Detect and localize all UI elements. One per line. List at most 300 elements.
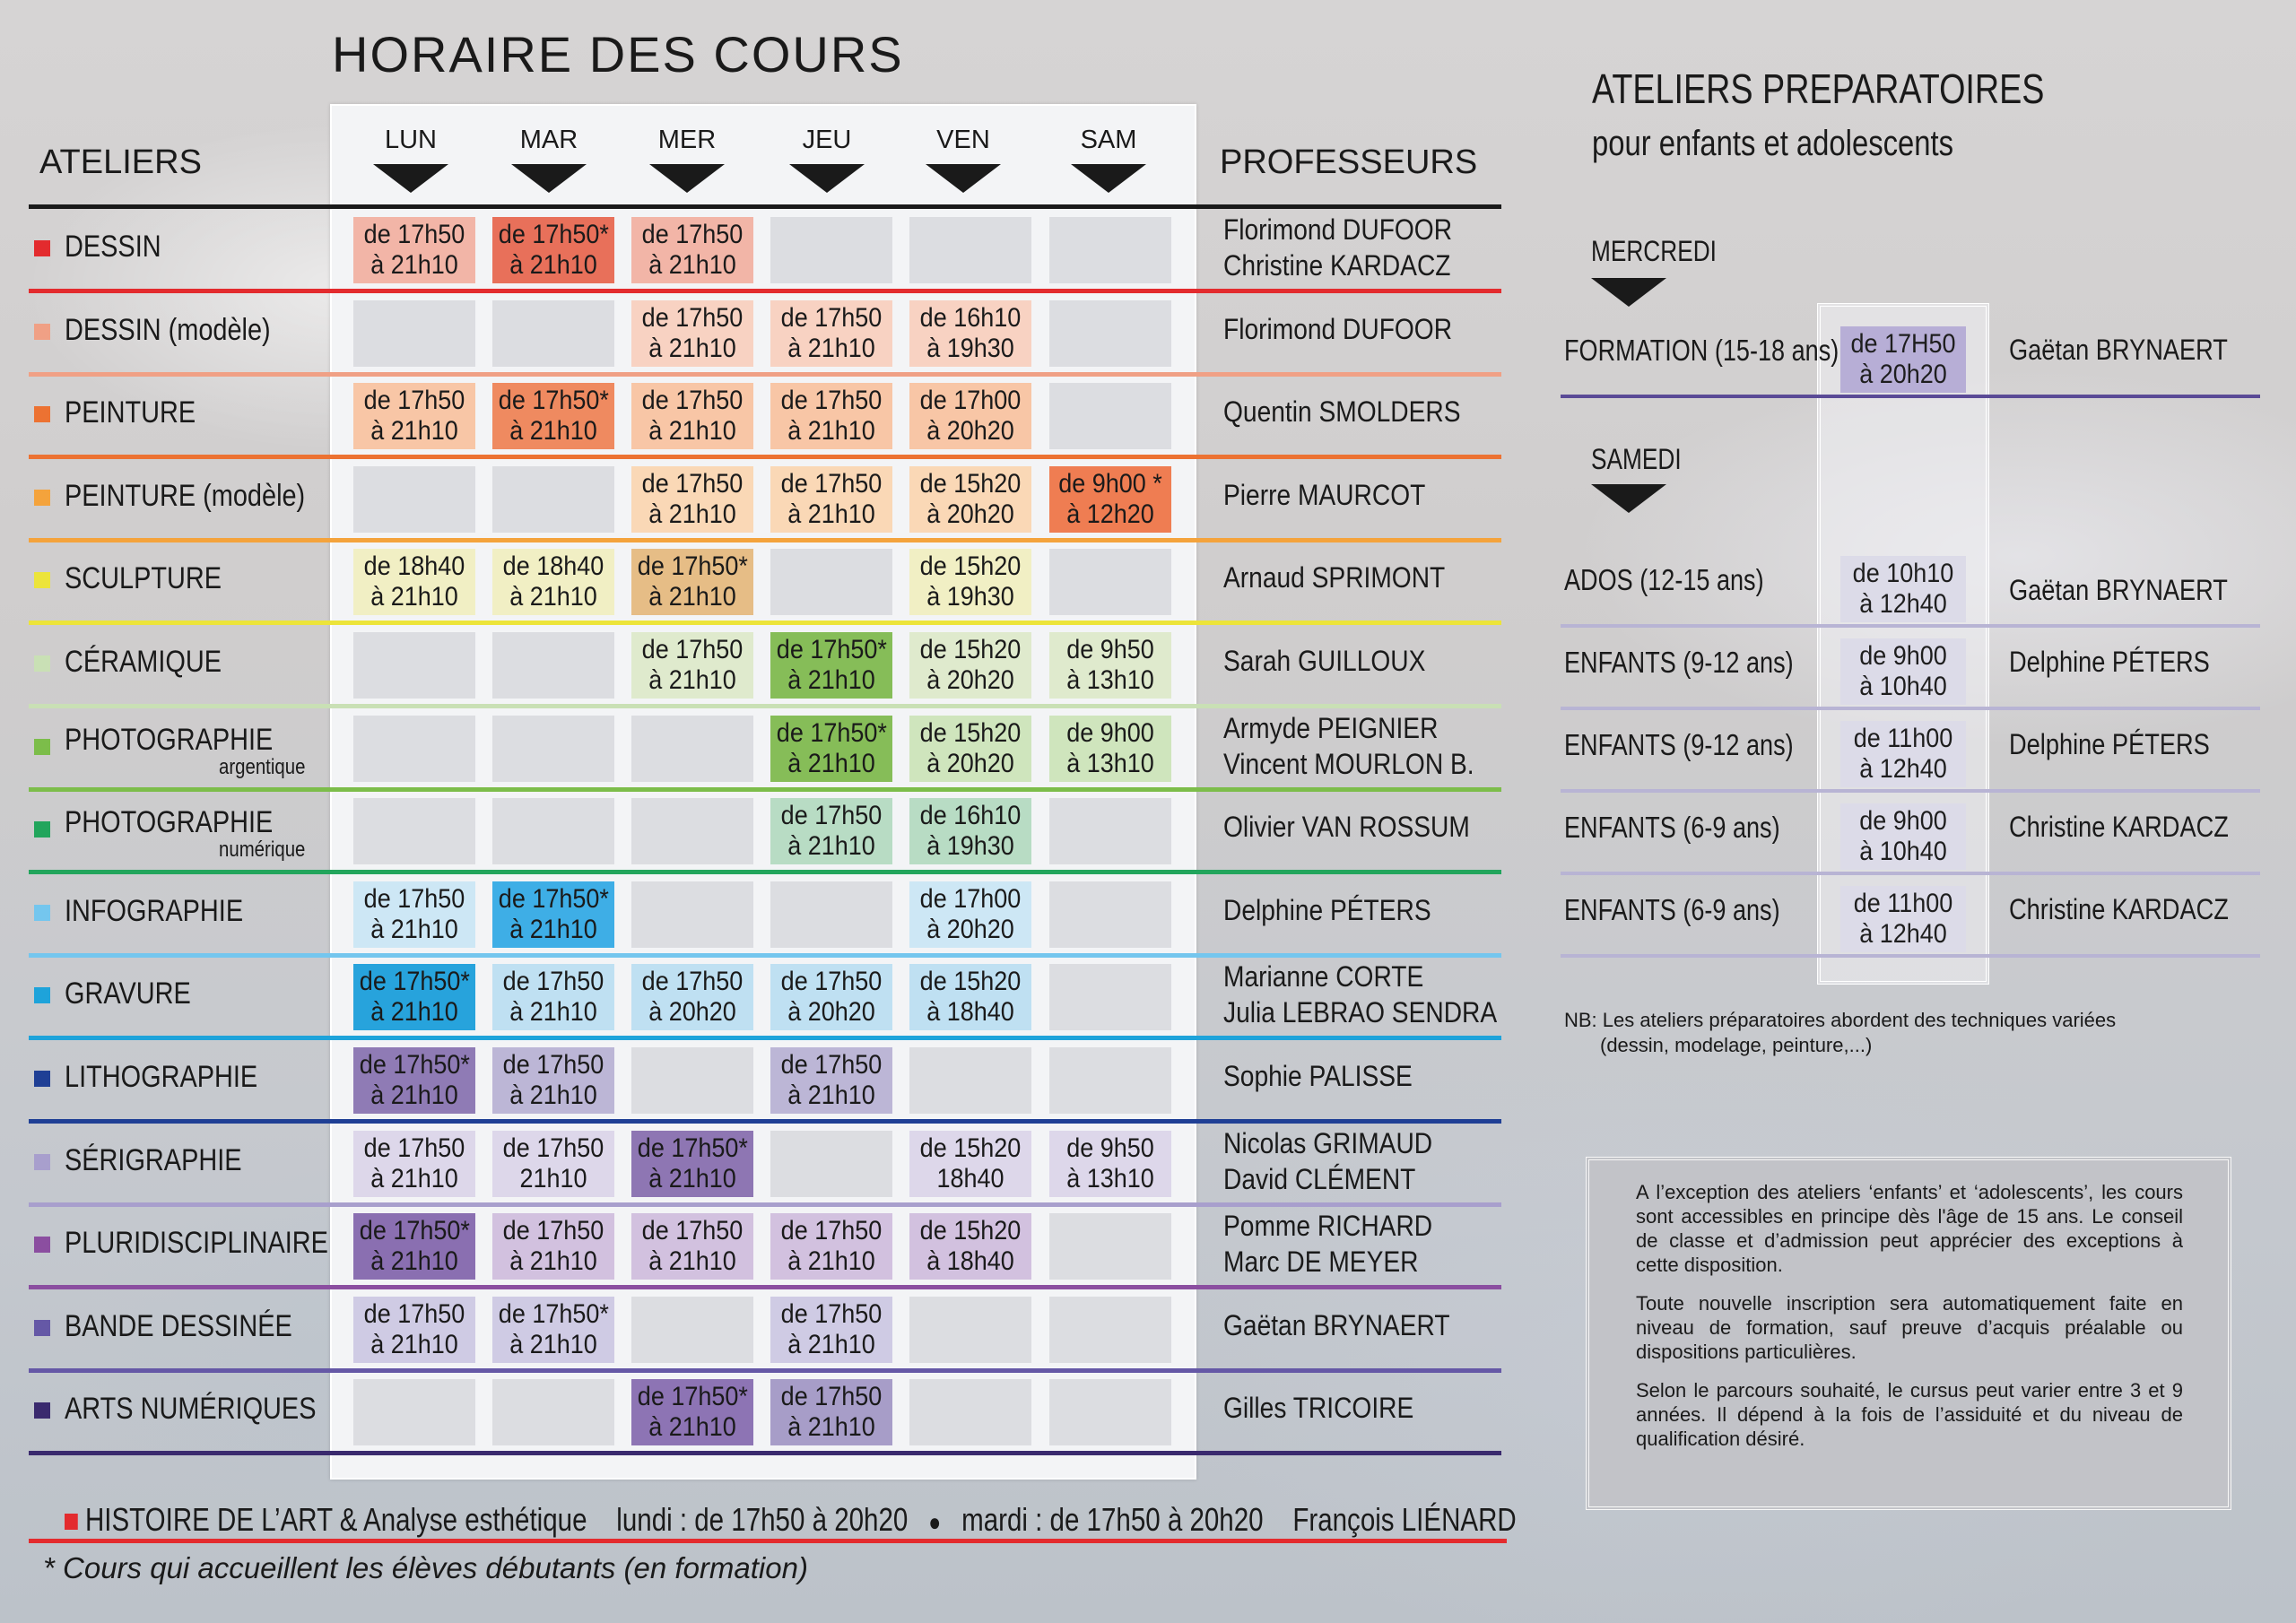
day-header-5: SAM [1080, 126, 1137, 154]
page-title: HORAIRE DES COURS [332, 26, 904, 82]
atelier-name: DESSIN [65, 230, 161, 264]
cell-end: à 21h10 [787, 499, 875, 529]
cell-start: de 17h50 [641, 468, 744, 499]
prep-cell [1840, 886, 1966, 952]
prep-divider [1561, 707, 2260, 710]
samedi-arrow-icon [1591, 484, 1666, 513]
schedule-cell [631, 881, 753, 948]
cell-end: à 21h10 [370, 1163, 458, 1193]
schedule-cell [353, 300, 475, 367]
atelier-color-swatch [34, 240, 50, 256]
professeurs-cell [1223, 560, 1445, 595]
schedule-cell [492, 300, 614, 367]
schedule-cell [353, 549, 475, 615]
atelier-name: PHOTOGRAPHIE [65, 805, 274, 840]
atelier-name: PEINTURE (modèle) [65, 478, 306, 513]
prep-divider [1561, 954, 2260, 958]
bullet-icon: ● [928, 1508, 942, 1536]
day-arrow-icon [649, 164, 725, 193]
schedule-cell [492, 1379, 614, 1445]
professeurs-cell [1223, 1208, 1432, 1280]
schedule-cell [770, 1379, 892, 1445]
schedule-cell [1049, 1131, 1171, 1197]
cell-end: à 21h10 [648, 665, 736, 695]
cell-end: à 21h10 [370, 1246, 458, 1277]
schedule-cell [492, 217, 614, 283]
cell-start: de 17h50 [641, 386, 744, 416]
professeurs-header: PROFESSEURS [1220, 143, 1478, 181]
prep-label: ADOS (12-15 ans) [1564, 563, 1764, 596]
schedule-cell [631, 798, 753, 864]
professeurs-cell [1223, 212, 1452, 283]
schedule-cell [492, 466, 614, 533]
prep-cell [1840, 638, 1966, 705]
schedule-cell [353, 716, 475, 782]
cell-end: à 12h40 [1859, 919, 1947, 949]
cell-start: de 17h50 [502, 1133, 604, 1163]
schedule-cell [1049, 716, 1171, 782]
day-header-2: MER [657, 126, 717, 154]
professeur-name: Pomme RICHARD [1223, 1210, 1433, 1243]
mercredi-arrow-icon [1591, 278, 1666, 307]
day-arrow-icon [926, 164, 1001, 193]
schedule-cell [631, 1213, 753, 1280]
cell-start: de 15h20 [919, 551, 1022, 582]
schedule-cell [909, 549, 1031, 615]
cell-start: de 17h00 [919, 883, 1022, 914]
cell-start: de 17h50* [637, 1133, 748, 1163]
cell-start: de 17h50 [363, 883, 465, 914]
professeur-name: Arnaud SPRIMONT [1223, 561, 1446, 595]
professeurs-cell [1223, 1390, 1413, 1426]
schedule-cell [1049, 881, 1171, 948]
schedule-cell [909, 466, 1031, 533]
professeur-name: Florimond DUFOOR [1223, 213, 1453, 246]
cell-end: à 13h10 [1066, 748, 1154, 778]
atelier-name: INFOGRAPHIE [65, 893, 244, 928]
atelier-name: PLURIDISCIPLINAIRE [65, 1226, 328, 1261]
schedule-cell [492, 798, 614, 864]
info-paragraph: Toute nouvelle inscription sera automatiquement faite en niveau de formation, sauf preuve d’acquis préalable ou dispositions particulières. [1636, 1292, 2183, 1363]
prep-divider [1561, 624, 2260, 628]
professeur-name: David CLÉMENT [1223, 1162, 1416, 1195]
row-divider [29, 870, 1501, 874]
cell-end: à 21h10 [787, 1412, 875, 1443]
schedule-cell [492, 632, 614, 699]
cell-end: 18h40 [936, 1163, 1004, 1193]
day-arrow-icon [1071, 164, 1146, 193]
cell-end: à 18h40 [926, 1246, 1014, 1277]
row-divider [29, 787, 1501, 792]
schedule-cell [1049, 466, 1171, 533]
cell-end: à 21h10 [509, 1246, 597, 1277]
schedule-cell [631, 1297, 753, 1363]
cell-start: de 17h50* [359, 967, 470, 997]
cell-end: à 20h20 [787, 997, 875, 1028]
cell-end: à 21h10 [509, 1329, 597, 1359]
prep-divider [1561, 395, 2260, 398]
schedule-cell [353, 1213, 475, 1280]
professeur-name: Marc DE MEYER [1223, 1245, 1419, 1279]
day-arrow-icon [373, 164, 448, 193]
cell-start: de 17h50 [780, 386, 883, 416]
professeur-name: Sarah GUILLOUX [1223, 645, 1426, 677]
schedule-cell [909, 217, 1031, 283]
cell-start: de 17h50 [363, 1133, 465, 1163]
cell-start: de 17h50 [780, 967, 883, 997]
atelier-color-swatch [34, 1071, 50, 1087]
prep-professeur: Delphine PÉTERS [2009, 728, 2210, 760]
professeur-name: Florimond DUFOOR [1223, 312, 1453, 345]
row-divider [29, 1368, 1501, 1373]
atelier-color-swatch [34, 1237, 50, 1253]
row-divider [29, 621, 1501, 625]
cell-end: à 20h20 [648, 997, 736, 1028]
cell-end: à 21h10 [648, 416, 736, 447]
schedule-cell [631, 1379, 753, 1445]
cell-start: de 17h50 [641, 967, 744, 997]
professeurs-cell [1223, 394, 1460, 430]
schedule-cell [1049, 964, 1171, 1030]
cell-start: de 17h50 [502, 1216, 604, 1246]
schedule-cell [770, 383, 892, 449]
cell-start: de 9h00 [1859, 806, 1947, 836]
schedule-cell [909, 798, 1031, 864]
cell-start: de 17h50 [502, 1050, 604, 1080]
schedule-cell [631, 383, 753, 449]
schedule-cell [770, 549, 892, 615]
prep-label: FORMATION (15-18 ans) [1564, 334, 1839, 367]
schedule-cell [492, 549, 614, 615]
cell-end: à 21h10 [370, 1329, 458, 1359]
professeur-name: Gaëtan BRYNAERT [1223, 1308, 1450, 1341]
atelier-subname: argentique [219, 754, 306, 779]
schedule-cell [770, 1213, 892, 1280]
row-divider [29, 1202, 1501, 1207]
cell-start: de 16h10 [919, 801, 1022, 831]
cell-start: de 17h50 [780, 801, 883, 831]
schedule-cell [492, 716, 614, 782]
prep-title: ATELIERS PREPARATOIRES [1592, 65, 2045, 112]
cell-start: de 17h50 [780, 302, 883, 333]
samedi-label: SAMEDI [1591, 443, 1682, 475]
cell-end: à 13h10 [1066, 665, 1154, 695]
row-divider [29, 289, 1501, 293]
schedule-cell [631, 1047, 753, 1114]
prep-professeur: Delphine PÉTERS [2009, 646, 2210, 678]
info-paragraph: Selon le parcours souhaité, le cursus peut varier entre 3 et 9 années. Il dépend à la fois de l’assiduité et du niveau de qualification désiré. [1636, 1379, 2183, 1450]
atelier-name: PHOTOGRAPHIE [65, 722, 274, 757]
cell-end: à 21h10 [787, 748, 875, 778]
cell-end: à 19h30 [926, 582, 1014, 612]
info-box [1586, 1157, 2231, 1510]
cell-end: à 20h20 [926, 499, 1014, 529]
professeurs-cell [1223, 643, 1425, 679]
cell-start: de 15h20 [919, 717, 1022, 748]
histoire-row [65, 1501, 1517, 1539]
atelier-name: BANDE DESSINÉE [65, 1308, 292, 1343]
cell-start: de 17h50 [502, 967, 604, 997]
schedule-cell [1049, 1379, 1171, 1445]
schedule-cell [353, 632, 475, 699]
schedule-cell [909, 1131, 1031, 1197]
cell-end: à 21h10 [370, 997, 458, 1028]
professeur-name: Marianne CORTE [1223, 960, 1424, 994]
atelier-name: PEINTURE [65, 395, 196, 430]
row-divider [29, 1451, 1501, 1455]
schedule-cell [909, 383, 1031, 449]
schedule-cell [631, 217, 753, 283]
schedule-cell [353, 1047, 475, 1114]
cell-end: à 21h10 [370, 250, 458, 280]
prep-label: ENFANTS (6-9 ans) [1564, 893, 1780, 926]
cell-end: à 19h30 [926, 333, 1014, 363]
cell-start: de 15h20 [919, 1133, 1022, 1163]
cell-end: à 21h10 [648, 1246, 736, 1277]
cell-start: de 17h50* [776, 717, 887, 748]
schedule-cell [909, 632, 1031, 699]
cell-end: à 10h40 [1859, 672, 1947, 701]
schedule-cell [909, 881, 1031, 948]
atelier-color-swatch [34, 406, 50, 422]
cell-start: de 17h50 [780, 1298, 883, 1329]
schedule-cell [770, 716, 892, 782]
cell-start: de 17h50* [776, 635, 887, 664]
professeur-name: Gilles TRICOIRE [1223, 1392, 1414, 1425]
cell-start: de 17h50 [363, 386, 465, 416]
prep-label: ENFANTS (6-9 ans) [1564, 811, 1780, 844]
cell-end: à 20h20 [1859, 360, 1947, 389]
schedule-cell [909, 964, 1031, 1030]
schedule-cell [770, 1047, 892, 1114]
prep-note-line1: NB: Les ateliers préparatoires abordent des techniques variées [1564, 1009, 2117, 1031]
cell-end: à 12h20 [1066, 499, 1154, 529]
day-header-3: JEU [802, 126, 852, 154]
schedule-cell [631, 300, 753, 367]
atelier-name: DESSIN (modèle) [65, 312, 271, 347]
cell-start: de 17h50 [641, 1216, 744, 1246]
cell-start: de 18h40 [363, 551, 465, 582]
schedule-cell [492, 1131, 614, 1197]
professeurs-cell [1223, 1307, 1450, 1343]
professeurs-cell [1223, 892, 1431, 928]
day-arrow-icon [511, 164, 587, 193]
schedule-cell [631, 1131, 753, 1197]
schedule-cell [353, 964, 475, 1030]
cell-start: de 17h50 [641, 302, 744, 333]
cell-start: de 17h50 [780, 1216, 883, 1246]
atelier-color-swatch [34, 821, 50, 838]
row-divider [29, 538, 1501, 542]
cell-start: de 9h50 [1066, 1133, 1154, 1163]
schedule-cell [770, 1131, 892, 1197]
professeur-name: Julia LEBRAO SENDRA [1223, 996, 1498, 1029]
cell-end: à 20h20 [926, 914, 1014, 944]
cell-start: de 15h20 [919, 468, 1022, 499]
schedule-cell [631, 716, 753, 782]
cell-end: à 21h10 [370, 1081, 458, 1110]
cell-start: de 11h00 [1853, 889, 1953, 918]
day-arrow-icon [789, 164, 865, 193]
cell-start: de 17h50* [498, 220, 609, 249]
cell-end: à 21h10 [648, 1163, 736, 1193]
prep-note [1564, 1008, 2116, 1058]
atelier-name: CÉRAMIQUE [65, 645, 222, 679]
cell-start: de 9h00 [1066, 717, 1154, 748]
schedule-cell [1049, 632, 1171, 699]
cell-end: à 21h10 [509, 582, 597, 612]
cell-start: de 17h50 [641, 220, 744, 249]
atelier-name: GRAVURE [65, 976, 191, 1011]
schedule-cell [492, 964, 614, 1030]
schedule-cell [909, 1213, 1031, 1280]
professeur-name: Christine KARDACZ [1223, 249, 1451, 282]
cell-start: de 17h50* [359, 1216, 470, 1246]
cell-end: à 19h30 [926, 831, 1014, 862]
histoire-prof: François LIÉNARD [1292, 1501, 1517, 1538]
professeur-name: Armyde PEIGNIER [1223, 711, 1439, 744]
atelier-color-swatch [34, 1154, 50, 1170]
cell-end: à 21h10 [370, 582, 458, 612]
schedule-cell [1049, 1047, 1171, 1114]
schedule-cell [770, 798, 892, 864]
prep-subtitle: pour enfants et adolescents [1592, 124, 1953, 163]
cell-end: à 13h10 [1066, 1163, 1154, 1193]
cell-start: de 16h10 [919, 302, 1022, 333]
schedule-cell [770, 964, 892, 1030]
cell-start: de 18h40 [502, 551, 604, 582]
cell-start: de 17h50* [498, 883, 609, 914]
prep-cell [1840, 721, 1966, 787]
schedule-cell [909, 1047, 1031, 1114]
atelier-color-swatch [34, 490, 50, 506]
schedule-cell [1049, 217, 1171, 283]
prep-professeur: Christine KARDACZ [2009, 893, 2229, 925]
prep-label: ENFANTS (9-12 ans) [1564, 646, 1794, 679]
professeurs-cell [1223, 477, 1425, 513]
atelier-name: SÉRIGRAPHIE [65, 1142, 242, 1177]
row-divider [29, 1119, 1501, 1124]
cell-end: à 21h10 [787, 1329, 875, 1359]
cell-end: à 20h20 [926, 665, 1014, 695]
cell-start: de 17h50 [641, 635, 744, 664]
professeur-name: Sophie PALISSE [1223, 1060, 1413, 1092]
cell-end: à 21h10 [370, 914, 458, 944]
professeurs-cell [1223, 1058, 1413, 1094]
schedule-cell [631, 632, 753, 699]
cell-start: de 17h50 [780, 1050, 883, 1080]
histoire-line [29, 1539, 1507, 1543]
cell-start: de 17h50 [780, 468, 883, 499]
schedule-cell [770, 466, 892, 533]
cell-end: à 21h10 [648, 1412, 736, 1443]
cell-end: à 21h10 [509, 416, 597, 447]
cell-end: à 21h10 [509, 1081, 597, 1110]
atelier-color-swatch [34, 324, 50, 340]
schedule-cell [631, 549, 753, 615]
schedule-cell [909, 716, 1031, 782]
prep-cell [1840, 803, 1966, 870]
professeurs-cell [1223, 710, 1474, 782]
cell-start: de 17h50* [498, 1298, 609, 1329]
prep-professeur: Gaëtan BRYNAERT [2009, 334, 2228, 366]
atelier-color-swatch [34, 572, 50, 588]
professeurs-cell [1223, 1125, 1432, 1197]
cell-end: à 21h10 [509, 914, 597, 944]
ateliers-header: ATELIERS [39, 143, 202, 181]
cell-start: de 17h50* [498, 386, 609, 416]
schedule-cell [492, 1213, 614, 1280]
schedule-cell [1049, 798, 1171, 864]
schedule-cell [631, 964, 753, 1030]
atelier-color-swatch [34, 655, 50, 672]
prep-divider [1561, 789, 2260, 793]
schedule-cell [353, 1379, 475, 1445]
histoire-swatch [65, 1514, 78, 1530]
schedule-cell [1049, 549, 1171, 615]
atelier-color-swatch [34, 739, 50, 755]
histoire-label: HISTOIRE DE L’ART & Analyse esthétique [84, 1501, 587, 1538]
schedule-cell [353, 466, 475, 533]
schedule-cell [1049, 1297, 1171, 1363]
cell-start: de 15h20 [919, 635, 1022, 664]
cell-start: de 17h50 [780, 1382, 883, 1412]
header-divider [29, 204, 1501, 209]
schedule-cell [770, 632, 892, 699]
cell-start: de 17h50 [363, 1298, 465, 1329]
cell-end: à 10h40 [1859, 837, 1947, 866]
schedule-cell [492, 383, 614, 449]
schedule-cell [353, 1297, 475, 1363]
cell-end: à 21h10 [648, 333, 736, 363]
cell-start: de 17h50* [637, 1382, 748, 1412]
professeur-name: Nicolas GRIMAUD [1223, 1126, 1433, 1159]
cell-end: à 18h40 [926, 997, 1014, 1028]
atelier-color-swatch [34, 1402, 50, 1419]
schedule-cell [909, 300, 1031, 367]
professeur-name: Vincent MOURLON B. [1223, 747, 1474, 780]
footnote: * Cours qui accueillent les élèves débutants (en formation) [43, 1551, 808, 1584]
prep-divider [1561, 872, 2260, 875]
professeurs-cell [1223, 809, 1470, 845]
cell-end: à 21h10 [648, 499, 736, 529]
row-divider [29, 1036, 1501, 1040]
day-header-4: VEN [936, 126, 990, 154]
atelier-name: ARTS NUMÉRIQUES [65, 1392, 317, 1427]
cell-end: à 21h10 [509, 250, 597, 280]
cell-end: à 21h10 [509, 997, 597, 1028]
schedule-cell [770, 1297, 892, 1363]
cell-start: de 17H50 [1850, 329, 1956, 359]
row-divider [29, 704, 1501, 708]
cell-start: de 15h20 [919, 1216, 1022, 1246]
row-divider [29, 953, 1501, 958]
info-paragraph: A l’exception des ateliers ‘enfants’ et ‘adolescents’, les cours sont accessibles en principe dès l'âge de 15 ans. Le conseil de classe et d’admission peut apprécier des exceptions à cette disposition. [1636, 1181, 2183, 1276]
prep-professeur: Christine KARDACZ [2009, 811, 2229, 843]
professeurs-cell [1223, 959, 1497, 1030]
cell-end: à 21h10 [787, 333, 875, 363]
cell-end: à 21h10 [787, 831, 875, 862]
schedule-cell [770, 300, 892, 367]
schedule-cell [353, 881, 475, 948]
atelier-name: LITHOGRAPHIE [65, 1060, 258, 1094]
cell-end: à 20h20 [926, 748, 1014, 778]
professeur-name: Pierre MAURCOT [1223, 478, 1426, 511]
cell-start: de 9h50 [1066, 635, 1154, 664]
cell-start: de 10h10 [1852, 559, 1954, 588]
cell-start: de 9h00 [1859, 641, 1947, 671]
prep-cell [1840, 326, 1966, 393]
